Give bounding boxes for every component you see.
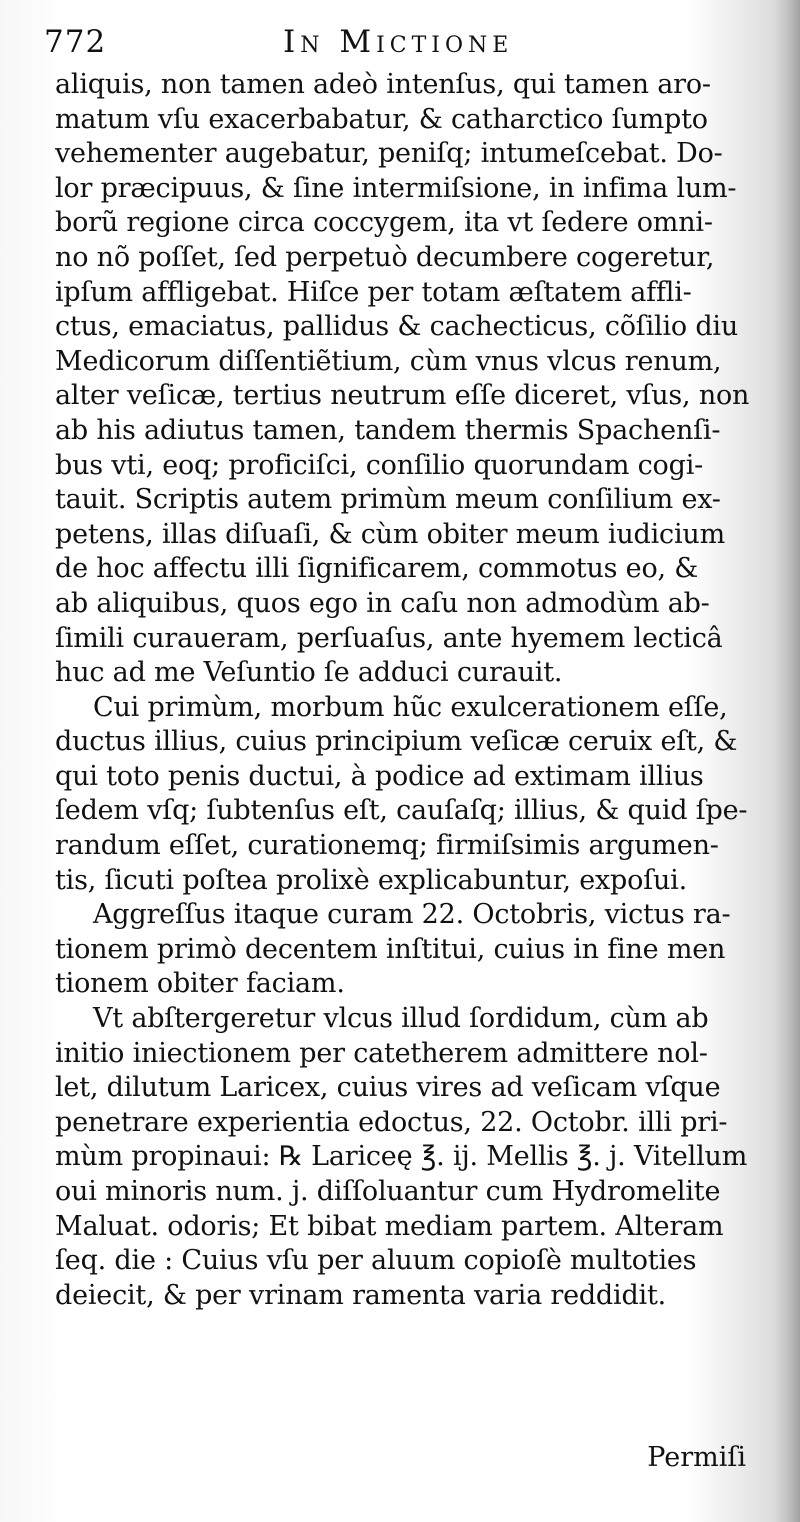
text-line: ſedem vſq; ſubtenſus eſt, cauſaſq; illius, & quid ſpe- [55, 795, 748, 827]
text-line: no nõ poſſet, ſed perpetuò decumbere cogeretur, [55, 241, 715, 273]
running-head: In Mictione [283, 24, 514, 60]
text-line: mùm propinaui: ℞ Lariceę ℥. ij. Mellis ℥. j. Vitellum [55, 1141, 748, 1173]
text-line: de hoc affectu illi ſignificarem, commotus eo, & [55, 553, 699, 585]
page-header [38, 22, 758, 62]
text-line: tionem primò decentem inſtitui, cuius in fine men [55, 933, 726, 965]
text-line: aliquis, non tamen adeò intenſus, qui tamen aro- [55, 69, 711, 100]
text-line: lor præcipuus, & ſine intermiſsione, in infima lum- [55, 172, 737, 204]
text-line: tauit. Scriptis autem primùm meum conſilium ex- [55, 484, 721, 516]
text-line: petens, illas diſuaſi, & cùm obiter meum iudicium [55, 518, 725, 550]
paragraph-start-line: Vt abſtergeretur vlcus illud ſordidum, cùm ab [93, 1003, 709, 1035]
text-line: ab his adiutus tamen, tandem thermis Spachenſi- [55, 414, 721, 446]
text-line: borũ regione circa coccygem, ita vt ſedere omni- [55, 207, 713, 239]
text-line: ab aliquibus, quos ego in caſu non admodùm ab- [55, 587, 710, 619]
catchword: Permiſi [647, 1442, 746, 1473]
page-edge-shadow [774, 0, 800, 1522]
paragraph-start-line: Aggreſſus itaque curam 22. Octobris, victus ra- [93, 899, 731, 931]
text-line: penetrare experientia edoctus, 22. Octobr. illi pri- [55, 1106, 728, 1138]
text-line: qui toto penis ductui, à podice ad extimam illius [55, 760, 704, 792]
text-line: matum vſu exacerbabatur, & catharctico ſumpto [55, 103, 708, 135]
text-line: deiecit, & per vrinam ramenta varia reddidit. [55, 1279, 666, 1311]
text-line: huc ad me Veſuntio ſe adduci curauit. [55, 657, 563, 689]
text-line: ctus, emaciatus, pallidus & cachecticus, cõſilio diu [55, 311, 739, 343]
text-line: tionem obiter faciam. [55, 968, 345, 1000]
text-line: ductus illius, cuius principium veſicæ ceruix eſt, & [55, 726, 738, 758]
text-line: alter veſicæ, tertius neutrum eſſe diceret, vſus, non [55, 380, 750, 412]
paragraph-start-line: Cui primùm, morbum hũc exulcerationem eſſe, [93, 691, 728, 723]
text-line: let, dilutum Laricex, cuius vires ad veſicam vſque [55, 1072, 721, 1104]
text-line: ſeq. die : Cuius vſu per aluum copioſè multoties [55, 1245, 697, 1277]
text-line: Medicorum diſſentiẽtium, cùm vnus vlcus renum, [55, 345, 722, 377]
text-line: ipſum affligebat. Hiſce per totam æſtatem affli- [55, 276, 692, 308]
text-line: ſimili curaueram, perſuaſus, ante hyemem lecticâ [55, 622, 723, 654]
text-line: tis, ſicuti poſtea prolixè explicabuntur, expoſui. [55, 864, 687, 896]
text-line: oui minoris num. j. diſſoluantur cum Hydromelite [55, 1176, 721, 1207]
text-line: initio iniectionem per catetherem admittere nol- [55, 1037, 708, 1069]
text-line: vehementer augebatur, peniſq; intumeſcebat. Do- [55, 138, 723, 170]
text-line: Maluat. odoris; Et bibat mediam partem. Alteram [55, 1210, 724, 1242]
page-number: 772 [44, 24, 107, 60]
text-line: bus vti, eoq; proficiſci, conſilio quorundam cogi- [55, 449, 704, 481]
text-line: randum eſſet, curationemq; firmiſsimis argumen- [55, 830, 719, 862]
body-text [55, 68, 755, 1313]
